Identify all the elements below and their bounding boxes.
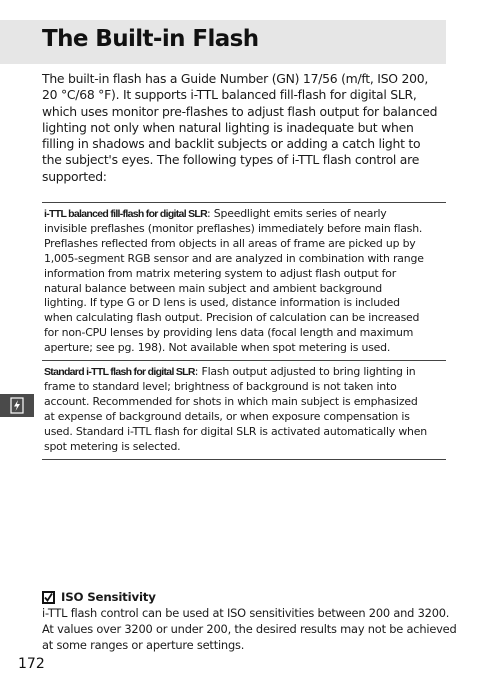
page-title: The Built-in Flash: [42, 26, 259, 52]
checkmark-icon: [42, 591, 55, 604]
mode-term: i-TTL balanced fill-flash for digital SLR: [44, 208, 208, 220]
mode-line: when calculating flash output. Precision of calculation can be increased: [44, 311, 420, 325]
intro-line: filling in shadows and backlit subjects or adding a catch light to: [42, 136, 421, 152]
intro-line: which uses monitor pre-flashes to adjust flash output for balanced: [42, 103, 438, 119]
note-heading-label: ISO Sensitivity: [61, 590, 156, 604]
page-number: 172: [18, 656, 45, 672]
mode-first-line: [44, 207, 446, 222]
note-line: i-TTL flash control can be used at ISO sensitivities between 200 and 3200.: [42, 606, 450, 620]
intro-line: The built-in flash has a Guide Number (GN) 17/56 (m/ft, ISO 200,: [42, 71, 429, 86]
mode-line: for non-CPU lenses by providing lens data (focal length and maximum: [44, 326, 414, 340]
mode-line: Preflashes reflected from objects in all areas of frame are picked up by: [44, 236, 416, 250]
mode-line: used. Standard i-TTL flash for digital SLR is activated automatically when: [44, 424, 427, 438]
mode-desc: : Flash output adjusted to bring lighting in: [194, 365, 416, 379]
mode-line: at expense of background details, or when exposure compensation is: [44, 409, 410, 423]
intro-line: 20 °C/68 °F). It supports i-TTL balanced fill-flash for digital SLR,: [42, 87, 417, 103]
iso-sensitivity-note: [42, 589, 462, 653]
note-heading: [42, 589, 462, 605]
intro-line: lighting not only when natural lighting is inadequate but when: [42, 119, 414, 135]
mode-first-line: [44, 365, 446, 380]
flash-control-table: [42, 202, 446, 460]
mode-line: lighting. If type G or D lens is used, distance information is included: [44, 296, 400, 310]
mode-line: aperture; see pg. 198). Not available when spot metering is used.: [44, 341, 391, 355]
mode-line: frame to standard level; brightness of background is not taken into: [44, 379, 397, 393]
mode-line: natural balance between main subject and ambient background: [44, 281, 383, 295]
mode-line: 1,005-segment RGB sensor and are analyzed in combination with range: [44, 251, 424, 265]
mode-row-balanced-fill-flash: [42, 203, 446, 361]
mode-line: account. Recommended for shots in which main subject is emphasized: [44, 394, 418, 408]
flash-icon: [10, 397, 24, 414]
intro-line: the subject's eyes. The following types of i-TTL flash control are: [42, 152, 420, 168]
mode-term: Standard i-TTL flash for digital SLR: [44, 366, 195, 379]
mode-line: invisible preflashes (monitor preflashes) immediately before main flash.: [44, 221, 423, 235]
mode-desc: : Speedlight emits series of nearly: [207, 207, 387, 220]
note-line: At values over 3200 or under 200, the desired results may not be achieved: [42, 622, 457, 636]
mode-line: information from matrix metering system to adjust flash output for: [44, 266, 397, 280]
mode-line: spot metering is selected.: [44, 439, 181, 453]
flash-section-tab: [0, 394, 34, 417]
mode-row-standard-ittl: [42, 361, 446, 459]
intro-line: supported:: [42, 168, 107, 184]
intro-paragraph: [42, 71, 452, 185]
note-line: at some ranges or aperture settings.: [42, 638, 245, 652]
